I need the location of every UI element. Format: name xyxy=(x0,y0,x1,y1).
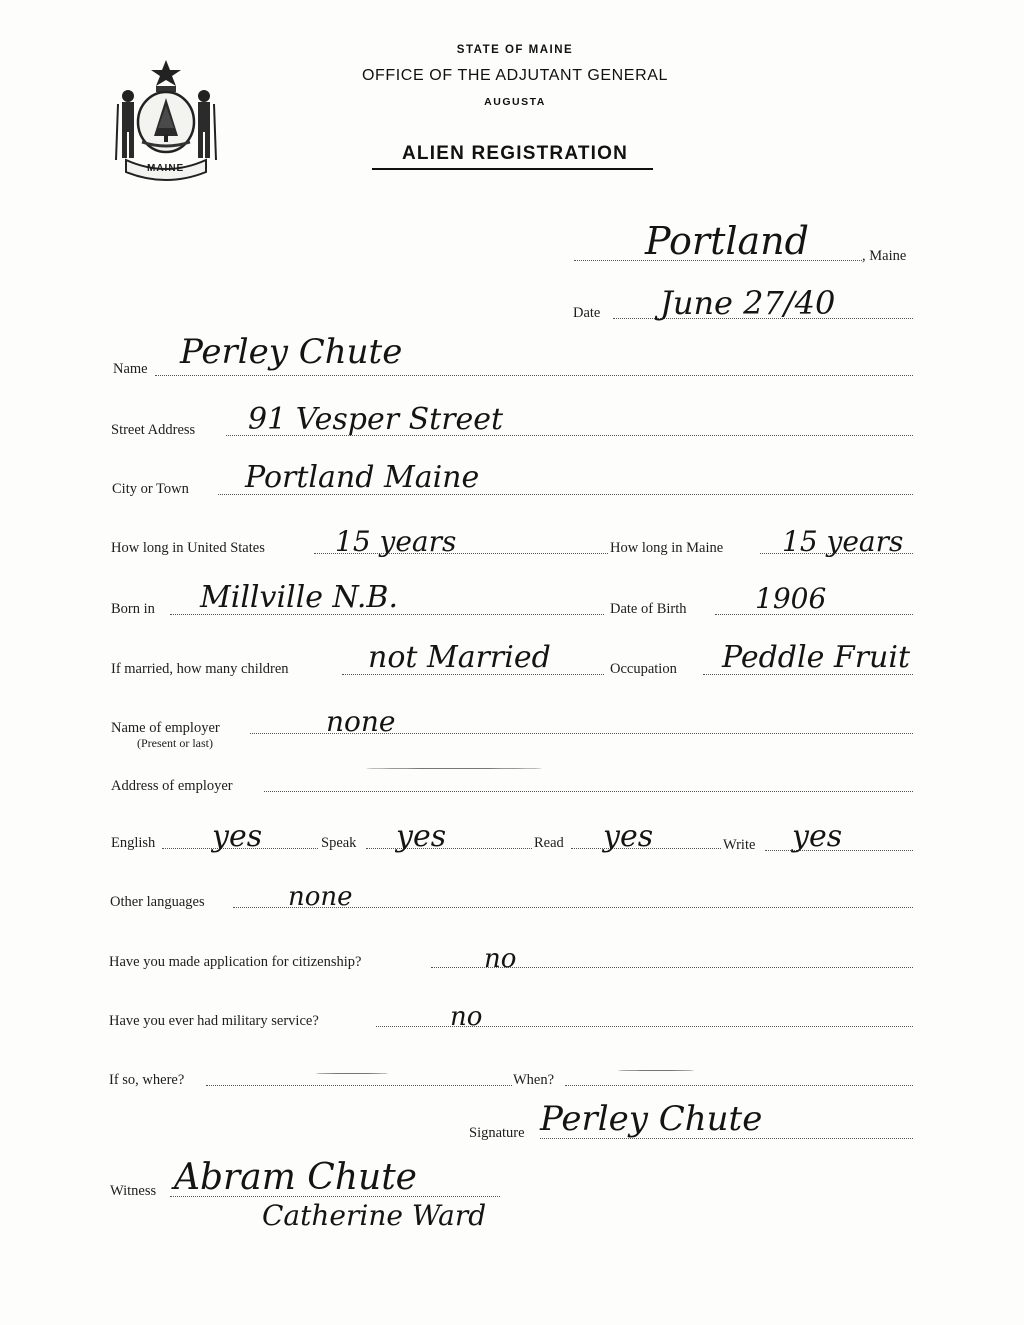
city-label: City or Town xyxy=(112,481,189,497)
witness-value-1: Abram Chute xyxy=(174,1157,417,1198)
write-label: Write xyxy=(723,837,756,853)
street-value: 91 Vesper Street xyxy=(248,402,504,437)
header-office: OFFICE OF THE ADJUTANT GENERAL xyxy=(361,67,669,84)
form-title: ALIEN REGISTRATION xyxy=(401,143,629,164)
speak-value: yes xyxy=(396,819,447,854)
married-label: If married, how many children xyxy=(111,661,289,677)
write-value: yes xyxy=(792,819,843,854)
other-languages-value: none xyxy=(288,882,353,912)
how-long-me-value: 15 years xyxy=(782,525,904,558)
title-underline xyxy=(372,168,653,170)
english-value: yes xyxy=(212,819,263,854)
military-value: no xyxy=(450,1002,483,1032)
city-value: Portland Maine xyxy=(245,460,480,495)
employer-label: Name of employer xyxy=(111,720,220,736)
other-languages-label: Other languages xyxy=(110,894,205,910)
street-label: Street Address xyxy=(111,422,196,438)
name-label: Name xyxy=(113,361,148,377)
date-value: June 27/40 xyxy=(660,284,836,322)
employer-value: none xyxy=(326,705,396,738)
witness-value-2: Catherine Ward xyxy=(262,1199,487,1232)
employer-note: (Present or last) xyxy=(137,736,213,750)
where-dash xyxy=(316,1073,388,1074)
header-state: STATE OF MAINE xyxy=(456,44,574,56)
signature-label: Signature xyxy=(469,1125,525,1141)
employer-address-dash xyxy=(366,768,542,769)
name-line xyxy=(155,375,913,376)
english-label: English xyxy=(111,835,156,851)
citizenship-label: Have you made application for citizenship? xyxy=(109,954,362,970)
when-label: When? xyxy=(513,1072,555,1088)
where-line xyxy=(206,1085,512,1086)
married-value: not Married xyxy=(368,640,551,675)
employer-address-label: Address of employer xyxy=(111,778,233,794)
citizenship-value: no xyxy=(484,944,517,974)
how-long-us-label: How long in United States xyxy=(111,540,265,556)
witness-label: Witness xyxy=(110,1183,157,1199)
place-value: Portland xyxy=(645,219,809,263)
seal-banner-text: MAINE xyxy=(147,163,185,174)
maine-label: , Maine xyxy=(862,248,907,264)
read-value: yes xyxy=(603,819,654,854)
born-in-value: Millville N.B. xyxy=(200,580,398,615)
military-label: Have you ever had military service? xyxy=(109,1013,319,1029)
how-long-us-value: 15 years xyxy=(335,525,457,558)
header-city: AUGUSTA xyxy=(484,96,546,108)
when-dash xyxy=(618,1070,694,1071)
speak-label: Speak xyxy=(321,835,357,851)
date-label: Date xyxy=(573,305,601,321)
dob-value: 1906 xyxy=(755,582,827,615)
born-in-label: Born in xyxy=(111,601,155,617)
employer-address-line xyxy=(264,791,913,792)
occupation-value: Peddle Fruit xyxy=(722,640,911,675)
occupation-label: Occupation xyxy=(610,661,677,677)
dob-label: Date of Birth xyxy=(610,601,687,617)
name-value: Perley Chute xyxy=(180,332,403,372)
signature-value: Perley Chute xyxy=(540,1099,763,1139)
where-label: If so, where? xyxy=(109,1072,185,1088)
when-line xyxy=(565,1085,913,1086)
read-label: Read xyxy=(534,835,564,851)
how-long-me-label: How long in Maine xyxy=(610,540,724,556)
speak-line xyxy=(366,848,532,849)
